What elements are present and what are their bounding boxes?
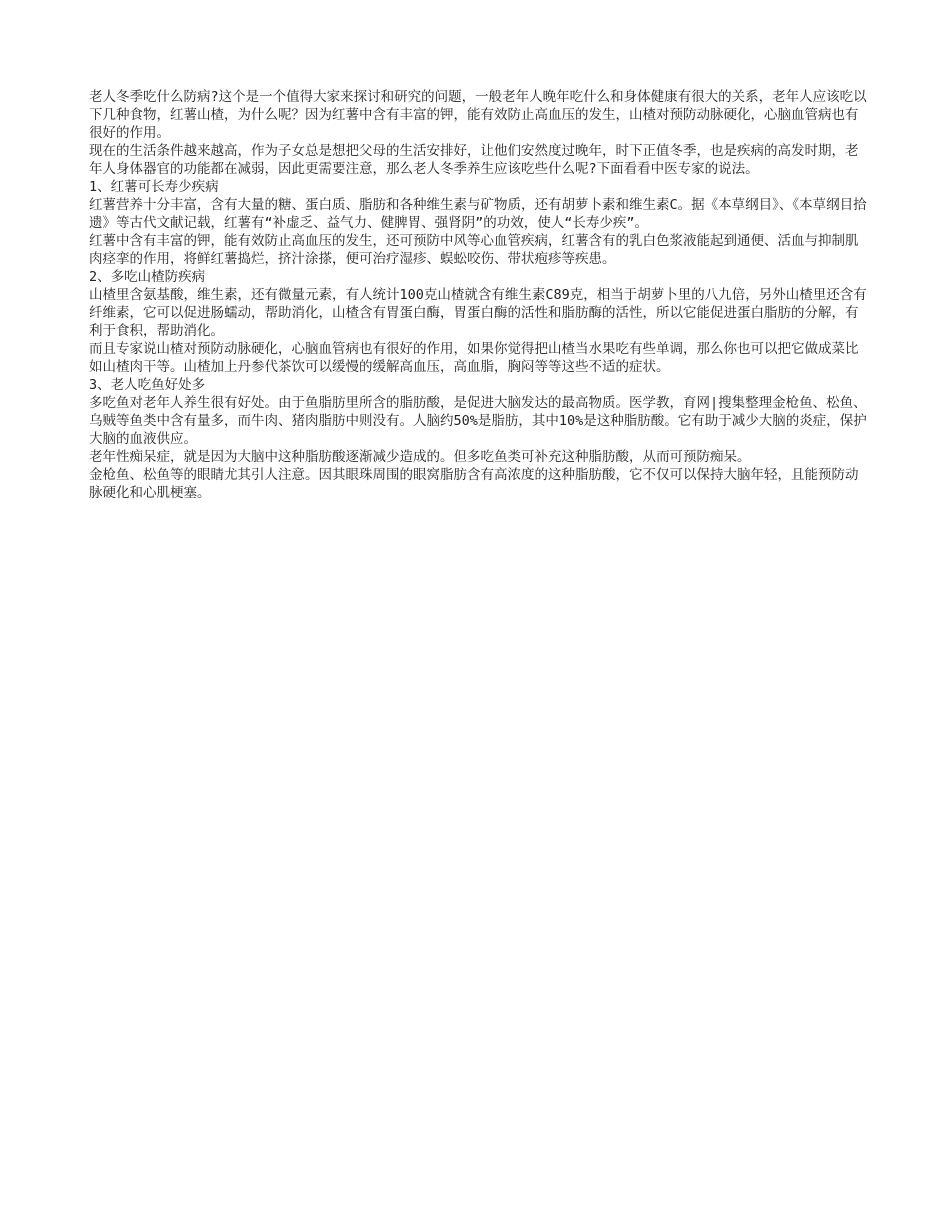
section-heading: 3、老人吃鱼好处多 (89, 377, 206, 393)
section-paragraph: 红薯营养十分丰富，含有大量的糖、蛋白质、脂肪和各种维生素与矿物质，还有胡萝卜素和维生素C。据《本草纲目》、《本草纲目拾遗》等古代文献记载，红薯有“补虚乏、益气力、健脾胃、强肾阴”的功效，使人“长寿少疾”。 (89, 197, 867, 231)
section-hawthorn (89, 268, 869, 376)
section-paragraph: 而且专家说山楂对预防动脉硬化，心脑血管病也有很好的作用，如果你觉得把山楂当水果吃有些单调，那么你也可以把它做成菜比如山楂肉干等。山楂加上丹参代茶饮可以缓慢的缓解高血压，高血脂，胸闷等等这些不适的症状。 (89, 341, 859, 375)
section-sweet-potato (89, 178, 869, 268)
section-paragraph: 金枪鱼、松鱼等的眼睛尤其引人注意。因其眼珠周围的眼窝脂肪含有高浓度的这种脂肪酸，它不仅可以保持大脑年轻，且能预防动脉硬化和心肌梗塞。 (89, 467, 859, 501)
section-heading: 2、多吃山楂防疾病 (89, 269, 206, 285)
section-paragraph: 老年性痴呆症，就是因为大脑中这种脂肪酸逐渐减少造成的。但多吃鱼类可补充这种脂肪酸，从而可预防痴呆。 (89, 449, 751, 465)
intro-paragraph-1: 老人冬季吃什么防病?这个是一个值得大家来探讨和研究的问题，一般老年人晚年吃什么和身体健康有很大的关系，老年人应该吃以下几种食物，红薯山楂，为什么呢？因为红薯中含有丰富的钾，能有效防止高血压的发生，山楂对预防动脉硬化，心脑血管病也有很好的作用。 (89, 89, 867, 141)
article-body (89, 88, 869, 502)
section-paragraph: 红薯中含有丰富的钾，能有效防止高血压的发生，还可预防中风等心血管疾病，红薯含有的乳白色浆液能起到通便、活血与抑制肌肉痉挛的作用，将鲜红薯捣烂，挤汁涂搽，便可治疗湿疹、蜈蚣咬伤、带状疱疹等疾患。 (89, 233, 859, 267)
intro-paragraph-2: 现在的生活条件越来越高，作为子女总是想把父母的生活安排好，让他们安然度过晚年，时下正值冬季，也是疾病的高发时期，老年人身体器官的功能都在减弱，因此更需要注意，那么老人冬季养生应该吃些什么呢?下面看看中医专家的说法。 (89, 143, 859, 177)
section-fish (89, 376, 869, 502)
section-heading: 1、红薯可长寿少疾病 (89, 179, 219, 195)
section-paragraph: 多吃鱼对老年人养生很有好处。由于鱼脂肪里所含的脂肪酸，是促进大脑发达的最高物质。医学教，育网|搜集整理金枪鱼、松鱼、乌贼等鱼类中含有量多，而牛肉、猪肉脂肪中则没有。人脑约50%是脂肪，其中10%是这种脂肪酸。它有助于减少大脑的炎症，保护大脑的血液供应。 (89, 395, 867, 447)
section-paragraph: 山楂里含氨基酸，维生素，还有微量元素，有人统计100克山楂就含有维生素C89克，相当于胡萝卜里的八九倍，另外山楂里还含有纤维素，它可以促进肠蠕动，帮助消化，山楂含有胃蛋白酶，胃蛋白酶的活性和脂肪酶的活性，所以它能促进蛋白脂肪的分解，有利于食积，帮助消化。 (89, 287, 867, 339)
